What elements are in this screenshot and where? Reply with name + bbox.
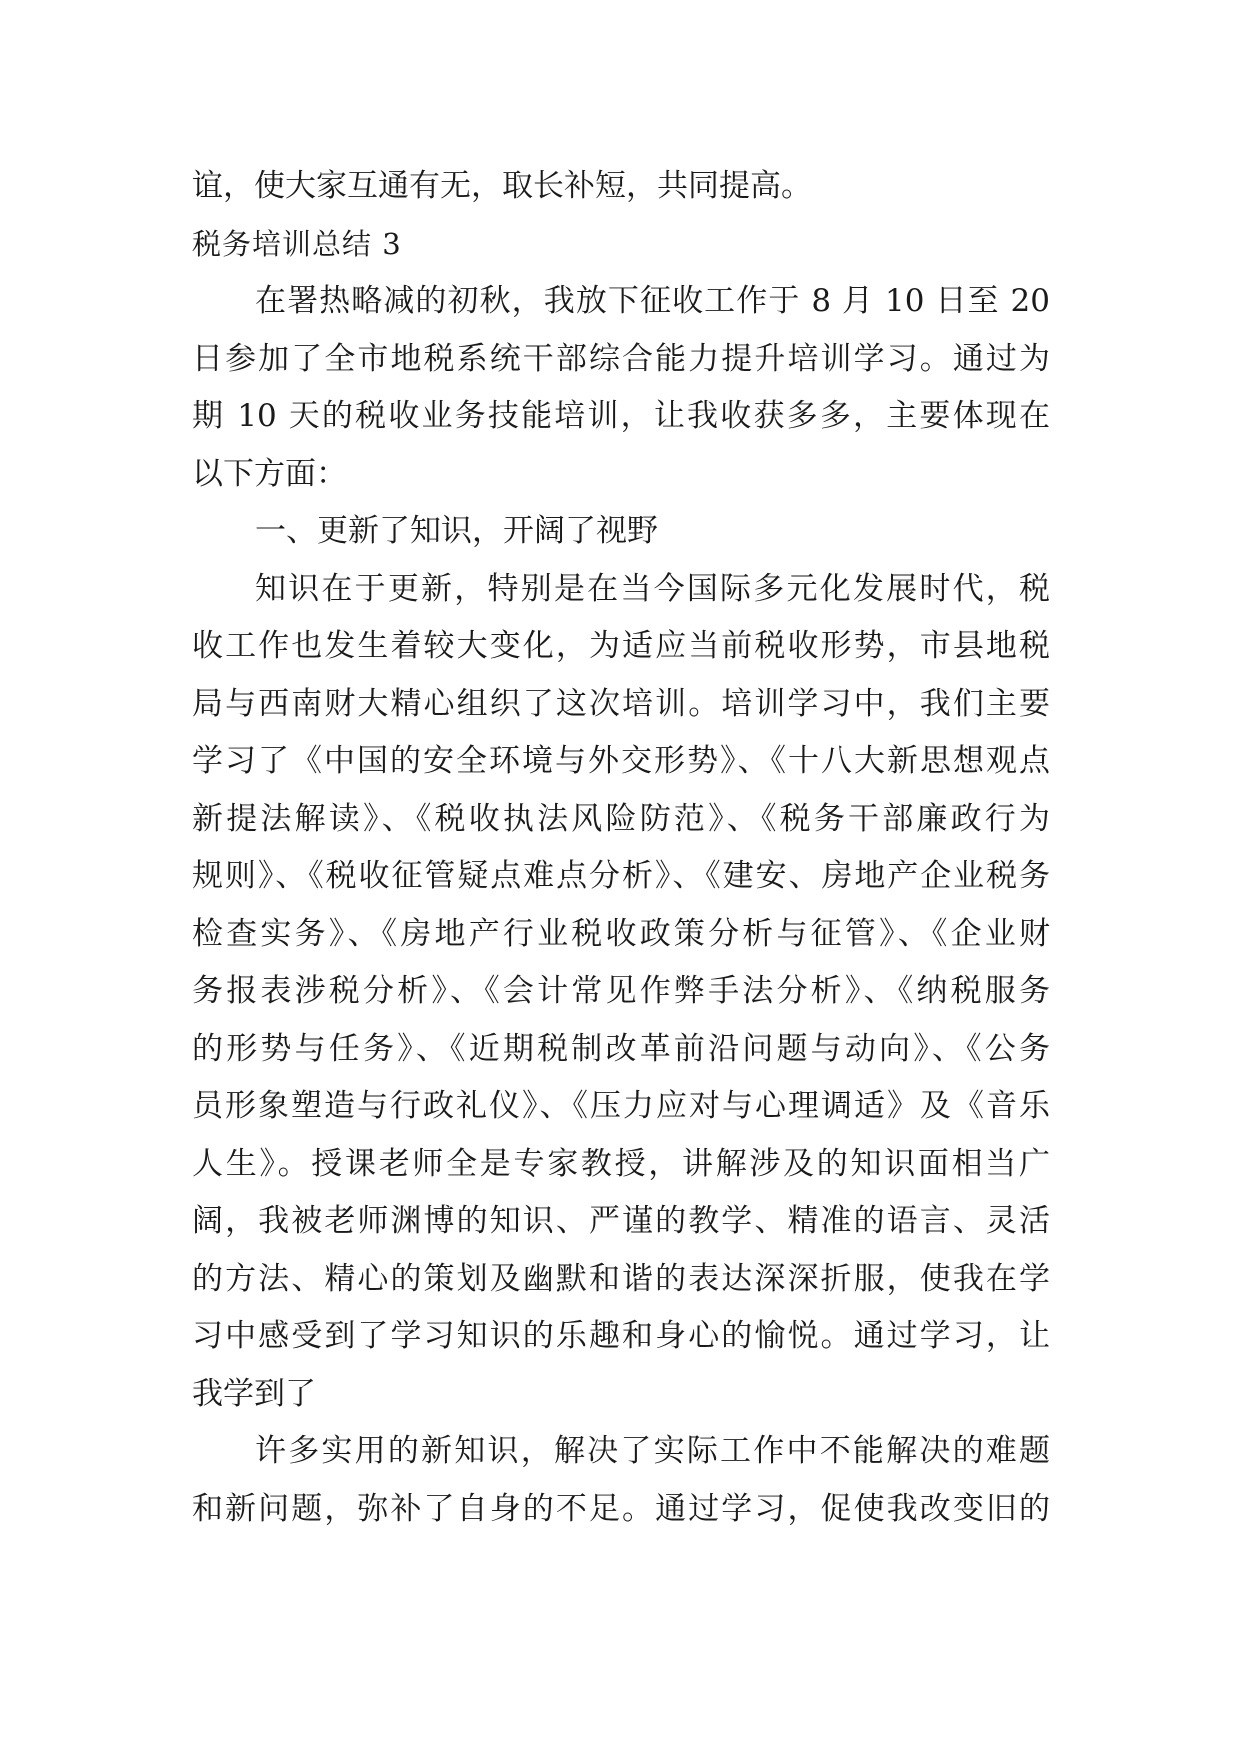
text-line: 知识在于更新，特别是在当今国际多元化发展时代，税 [255, 570, 1050, 607]
text-line: 一、更新了知识，开阔了视野 [255, 513, 658, 549]
text-line: 收工作也发生着较大变化，为适应当前税收形势，市县地税 [192, 628, 1050, 664]
text-line: 我学到了 [192, 1375, 316, 1412]
text-line: 局与西南财大精心组织了这次培训。培训学习中，我们主要 [192, 685, 1050, 722]
text-line: 规则》、《税收征管疑点难点分析》、《建安、房地产企业税务 [192, 858, 1050, 894]
text-line: 日参加了全市地税系统干部综合能力提升培训学习。通过为 [192, 340, 1050, 377]
text-line: 期 10 天的税收业务技能培训，让我收获多多，主要体现在 [192, 398, 1050, 434]
text-line: 习中感受到了学习知识的乐趣和身心的愉悦。通过学习，让 [192, 1318, 1050, 1354]
text-line: 谊，使大家互通有无，取长补短，共同提高。 [192, 168, 812, 204]
text-line: 检查实务》、《房地产行业税收政策分析与征管》、《企业财 [192, 915, 1050, 952]
text-line: 的形势与任务》、《近期税制改革前沿问题与动向》、《公务 [192, 1030, 1050, 1067]
text-line: 务报表涉税分析》、《会计常见作弊手法分析》、《纳税服务 [192, 973, 1050, 1009]
text-line: 和新问题，弥补了自身的不足。通过学习，促使我改变旧的 [192, 1490, 1050, 1527]
text-line: 学习了《中国的安全环境与外交形势》、《十八大新思想观点 [192, 743, 1050, 779]
text-line: 新提法解读》、《税收执法风险防范》、《税务干部廉政行为 [192, 800, 1050, 837]
text-line: 在署热略减的初秋，我放下征收工作于 8 月 10 日至 20 [255, 283, 1050, 319]
text-line: 阔，我被老师渊博的知识、严谨的教学、精准的语言、灵活 [192, 1203, 1050, 1239]
text-lines [192, 158, 1050, 1538]
text-line: 以下方面： [192, 455, 347, 492]
text-line: 人生》。授课老师全是专家教授，讲解涉及的知识面相当广 [192, 1145, 1050, 1182]
text-line: 员形象塑造与行政礼仪》、《压力应对与心理调适》及《音乐 [192, 1088, 1050, 1124]
text-line: 许多实用的新知识，解决了实际工作中不能解决的难题 [255, 1433, 1050, 1469]
text-line: 的方法、精心的策划及幽默和谐的表达深深折服，使我在学 [192, 1260, 1050, 1297]
document-body [192, 158, 1050, 1538]
section-heading: 税务培训总结 3 [192, 226, 402, 261]
